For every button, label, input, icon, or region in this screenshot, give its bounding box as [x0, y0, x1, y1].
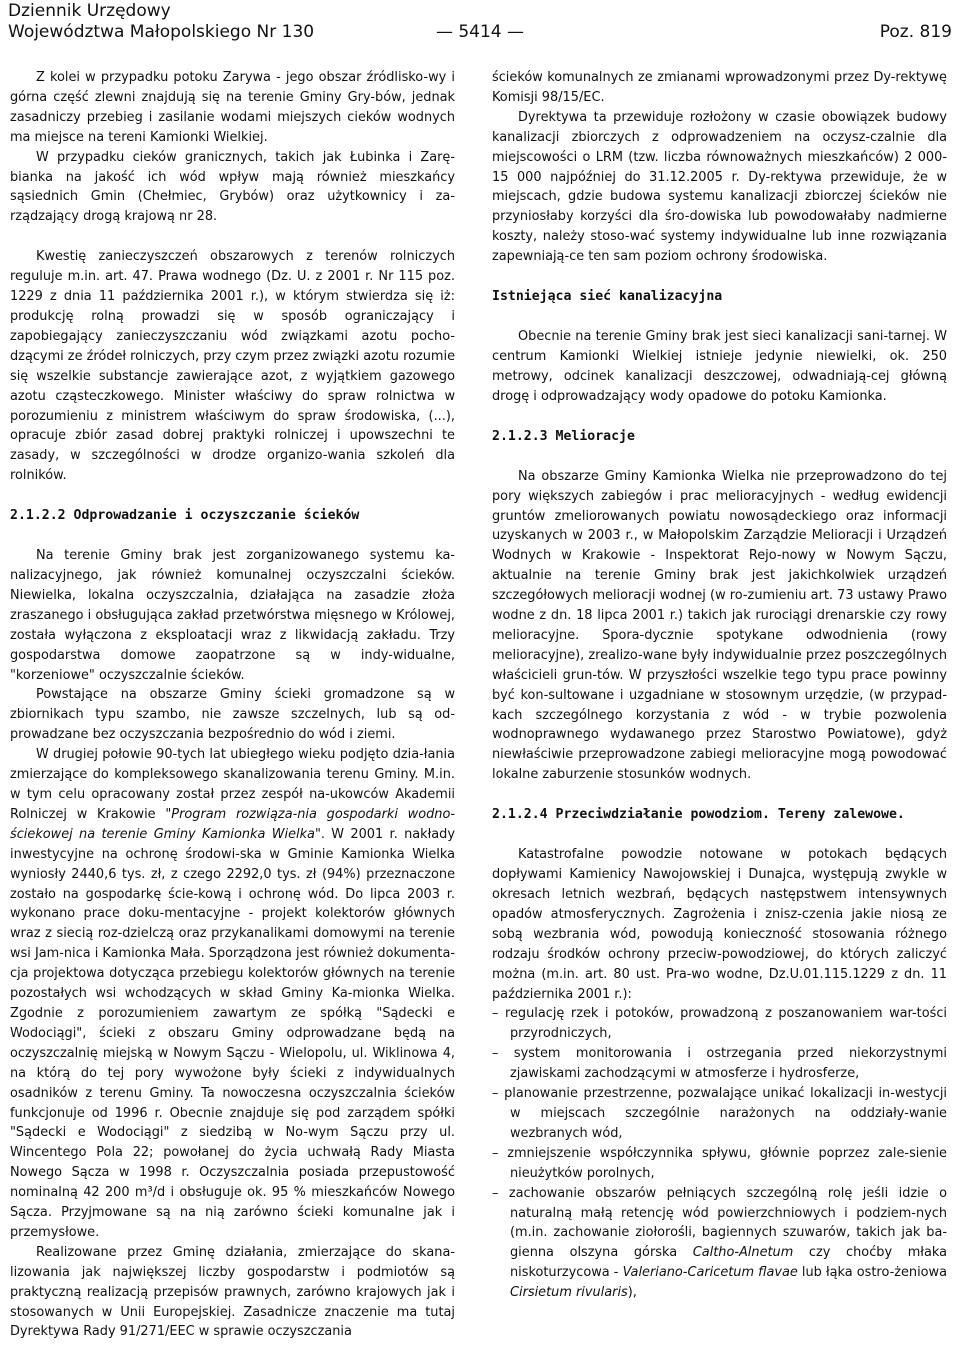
spacer: [10, 227, 455, 247]
measures-list: [492, 1004, 947, 1303]
spacer: [492, 407, 947, 427]
right-column: [492, 68, 947, 1303]
paragraph: ścieków komunalnych ze zmianami wprowadzonymi przez Dy-rektywę Komisji 98/15/EC.: [492, 70, 947, 105]
list-item: – system monitorowania i ostrzegania przed niekorzystnymi zjawiskami zachodzącymi w atmosferze i hydrosferze,: [492, 1046, 947, 1082]
text-run: lub łąka ostro-żeniowa: [797, 1265, 947, 1281]
journal-line-2: Województwa Małopolskiego Nr 130: [8, 22, 315, 42]
list-item: [492, 1184, 947, 1303]
species-name: Cirsietum rivularis: [510, 1285, 628, 1301]
text-run: – zachowanie obszarów pełniących szczególną rolę jeśli idzie o naturalną małą retencję wód powierzchniowych i podziem-nych (m.in. zachowanie ziołorośli, bagiennych szuwarów, takich jak ba-gienna olszyna górska: [492, 1185, 947, 1261]
spacer: [492, 447, 947, 467]
paragraph: Dyrektywa ta przewiduje rozłożony w czasie obowiązek budowy kanalizacji zbiorczych z odprowadzeniem na oczysz-czalnie dla miejscowości o LRM (tzw. liczba równoważnych mieszkańców) 2 000-15 000 najpóźniej do 31.12.2005 r. Dy-rektywa przewiduje, że w miejscach, gdzie budowa systemu kanalizacji zbiorczej ścieków nie przyniosłaby korzyści dla śro-dowiska lub powodowałaby nadmierne koszty, należy stoso-wać systemy indywidualne lub inne rozwiązania zapewniają-ce ten sam poziom ochrony środowiska.: [492, 109, 947, 265]
list-item: – planowanie przestrzenne, pozwalające unikać lokalizacji in-westycji w miejscach szczególnie narażonych na oddziały-wanie wezbranych wód,: [492, 1086, 947, 1141]
spacer: [10, 486, 455, 506]
paragraph: Kwestię zanieczyszczeń obszarowych z terenów rolniczych reguluje m.in. art. 47. Prawa wodnego (Dz. U. z 2001 r. Nr 115 poz. 1229 z dnia 11 października 2001 r.), w którym stwierdza się iż: produkcję rolną prowadzi się w sposób ograniczający i zapobiegający zanieczyszczaniu wód związkami azotu pocho-dzącymi ze źródeł rolniczych, przy czym przez związki azotu rozumie się wszelkie substancje zawierające azot, z wyjątkiem gazowego azotu cząsteczkowego. Minister właściwy do spraw rolnictwa w porozumieniu z ministrem właściwym do spraw środowiska, (...), opracuje zbiór zasad dobrej praktyki rolniczej i upowszechni te zasady, w szczególności w drodze organizo-wania szkoleń dla rolników.: [10, 249, 455, 484]
spacer: [10, 526, 455, 546]
page-number: — 5414 —: [435, 22, 525, 42]
section-heading: 2.1.2.4 Przeciwdziałanie powodziom. Tereny zalewowe.: [492, 807, 905, 823]
species-name: Valeriano-Caricetum flavae: [622, 1265, 798, 1281]
text-run: W drugiej połowie 90-tych lat ubiegłego wieku podjęto dzia-łania zmierzające do kompleksowego skanalizowania terenu Gminy. M.in. w tym celu opracowany został przez zespół na-ukowców Akademii Rolniczej w Krakowie ": [10, 747, 455, 822]
paragraph: W przypadku cieków granicznych, takich jak Łubinka i Zarę-bianka na jakość ich wód wpływ mają również mieszkańcy sąsiednich Gmin (Chełmiec, Grybów) oraz użytkownicy i za-rządzający drogą krajową nr 28.: [10, 149, 455, 225]
spacer: [492, 785, 947, 805]
paragraph: Powstające na obszarze Gminy ścieki gromadzone są w zbiornikach typu szambo, nie zawsze szczelnych, lub są od-prowadzane bez oczyszczania bezpośrednio do wód i ziemi.: [10, 687, 455, 743]
section-heading: 2.1.2.3 Melioracje: [492, 428, 635, 444]
position-number: Poz. 819: [879, 22, 952, 42]
text-run: czy choćby młaka niskoturzycowa -: [510, 1245, 947, 1281]
paragraph: [10, 745, 455, 1243]
paragraph: Na terenie Gminy brak jest zorganizowanego systemu ka-nalizacyjnego, jak również komunalnej oczyszczalni ścieków. Niewielka, lokalna oczyszczalnia, działająca na zasadzie złoża zraszanego i obsługująca zakład przetwórstwa mięsnego w Królowej, została wyłączona z eksploatacji wraz z likwidacją zakładu. Trzy gospodarstwa domowe zaopatrzone są w indy-widualne, "korzeniowe" oczyszczalnie ścieków.: [10, 548, 455, 683]
paragraph: Obecnie na terenie Gminy brak jest sieci kanalizacji sani-tarnej. W centrum Kamionki Wielkiej istnieje jedynie niewielki, ok. 250 metrowy, odcinek kanalizacji deszczowej, odwadniają-cej główną drogę i odprowadzający wody opadowe do potoku Kamionka.: [492, 329, 947, 404]
section-heading: Istniejąca sieć kanalizacyjna: [492, 289, 723, 305]
section-heading: 2.1.2.2 Odprowadzanie i oczyszczanie ścieków: [10, 508, 360, 524]
text-run: ),: [627, 1285, 637, 1301]
spacer: [492, 825, 947, 845]
paragraph: Realizowane przez Gminę działania, zmierzające do skana-lizowania jak największej liczby gospodarstw i podmiotów są praktyczną realizacją przepisów prawnych, zarówno krajowych jak i stosowanych w Unii Europejskiej. Zasadnicze znaczenie ma tutaj Dyrektywa Rady 91/271/EEC w sprawie oczyszczania: [10, 1244, 455, 1340]
spacer: [492, 267, 947, 287]
italic-title: Program rozwiąza-nia gospodarki wodno-ściekowej na terenie Gminy Kamionka Wielka": [10, 806, 455, 842]
species-name: Caltho-Alnetum: [692, 1245, 794, 1261]
text-run: . W 2001 r. nakłady inwestycyjne na ochronę środowi-ska w Gminie Kamionka Wielka wyniosły 2440,6 tys. zł, z czego 2292,0 tys. zł (94%) przeznaczone zostało na gospodarkę ście-kową i ochronę wód. Do lipca 2003 r. wykonano prace doku-mentacyjne - projekt kolektorów głównych wraz z siecią roz-dzielczą oraz przykanalikami domowymi na terenie wsi Jam-nica i Kamionka Mała. Sporządzona jest również dokumenta-cja projektowa dotycząca przebiegu kolektorów głównych na terenie pozostałych wsi wchodzących w skład Gminy Ka-mionka Wielka. Zgodnie z porozumieniem zawartym ze spółką "Sądecki e Wodociągi", ścieki z obszaru Gminy odprowadzane będą na oczyszczalnię miejską w Nowym Sączu - Wielopolu, ul. Wiklinowa 4, na którą do tej pory wywożone były ścieki z indywidualnych osadników z terenu Gminy. Ta nowoczesna oczyszczalnia ścieków funkcjonuje od 1996 r. Obecnie znajduje się pod zarządem spółki "Sądecki e Wodociągi" z siedzibą w No-wym Sączu przy ul. Wincentego Pola 22; powołanej do życia uchwałą Rady Miasta Nowego Sącza w 1998 r. Oczyszczalnia posiada przepustowość nominalną 42 200 m³/d i obsługuje ok. 95 % mieszkańców Nowego Sącza. Przyjmowane są na nią zarówno ścieki komunalne jak i przemysłowe.: [10, 826, 455, 1240]
paragraph: Katastrofalne powodzie notowane w potokach będących dopływami Kamienicy Nawojowskiej i Dunajca, występują zwykle w okresach letnich wezbrań, będących następstwem intensywnych opadów atmosferycznych. Zagrożenia i znisz-czenia jakie niosą ze sobą wezbrania wód, powodują konieczność stosowania różnego rodzaju środków ochrony przeciw-powodziowej, do których zaliczyć można (m.in. art. 80 ust. Pra-wo wodne, Dz.U.01.115.1229 z dn. 11 października 2001 r.):: [492, 847, 947, 1002]
left-column: [10, 68, 455, 1342]
spacer: [492, 307, 947, 327]
paragraph: Na obszarze Gminy Kamionka Wielka nie przeprowadzono do tej pory większych zabiegów i prac melioracyjnych - według ewidencji gruntów zmeliorowanych powiatu nowosądeckiego oraz informacji uzyskanych w 2003 r., w Małopolskim Zarządzie Melioracji i Urządzeń Wodnych w Krakowie - Inspektorat Rejo-nowy w Nowym Sączu, aktualnie na terenie Gminy brak jest jakichkolwiek urządzeń szczegółowych melioracji wodnej (w ro-zumieniu art. 73 ustawy Prawo wodne z dn. 18 lipca 2001 r.) takich jak rurociągi drenarskie czy rowy melioracyjne. Spora-dycznie spotykane odwodnienia (rowy melioracyjne), zrealizo-wane były indywidualnie przez poszczególnych właścicieli grun-tów. W przyszłości wszelkie tego typu prace powinny być kon-sultowane i uzgadniane w stosownym urzędzie, (w przypad-kach szczególnego korzystania z wód - w trybie pozwolenia wodnoprawnego wydawanego przez Starostwo Powiatowe), gdyż niewłaściwie przeprowadzone zabiegi melioracyjne mogą powodować lokalne zaburzenie stosunków wodnych.: [492, 468, 947, 783]
list-item: – zmniejszenie współczynnika spływu, głównie poprzez zale-sienie nieużytków porolnych,: [492, 1145, 947, 1181]
list-item: – regulację rzek i potoków, prowadzoną z poszanowaniem war-tości przyrodniczych,: [492, 1006, 947, 1042]
paragraph: Z kolei w przypadku potoku Zarywa - jego obszar źródlisko-wy i górna część zlewni znajdują się na terenie Gminy Gry-bów, jednak zasadniczy przebieg i zasilanie wodami miejszych cieków wodnych ma miejsce na tereni Kamionki Wielkiej.: [10, 70, 455, 145]
page-header: [8, 0, 952, 44]
journal-line-1: Dziennik Urzędowy: [8, 1, 171, 21]
